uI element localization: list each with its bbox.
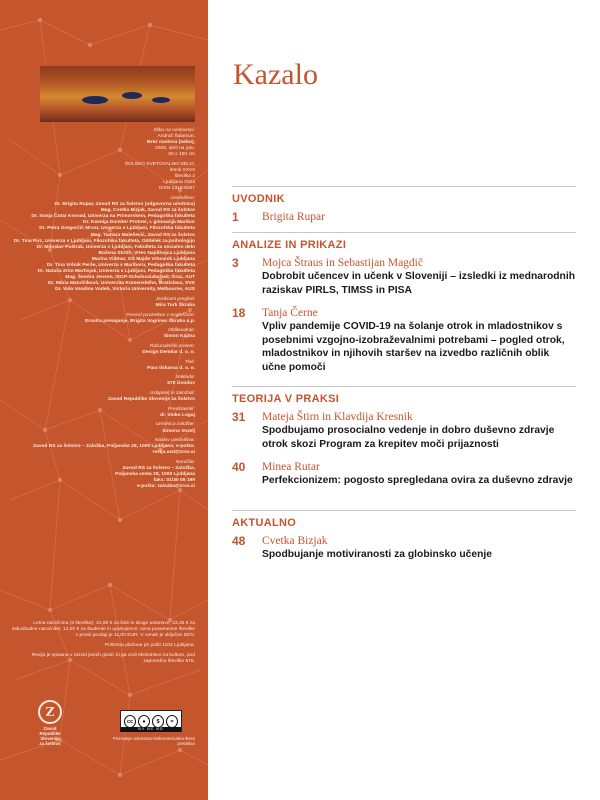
logo-text-line: Zavod — [43, 726, 57, 731]
editor-line: Dr. Sonja Čotar Konrad, Univerza na Primorskem, Pedagoška fakulteta — [31, 214, 195, 220]
publishing-editor-value: Simona Vozelj — [162, 428, 195, 434]
cc-nd-icon: = — [166, 715, 178, 728]
editor-line: Mag. Šeodra Jensen, ISOP-Schulsozialarbeit, Graz, AUT — [65, 275, 195, 281]
toc-entry[interactable] — [232, 210, 576, 224]
page-number: 31 — [232, 410, 246, 424]
page-number: 48 — [232, 534, 246, 548]
cc-by-icon: ● — [138, 715, 150, 728]
registry-text: Revija je vpisana v razvid javnih glasil, ki ga vodi Ministrstvo za kulturo, pod zaporedno številko 576. — [31, 653, 195, 665]
toc-section-aktualno — [232, 510, 576, 562]
cover-work: Brez naslova (nebo), — [147, 140, 195, 146]
cc-license-badge — [120, 710, 182, 732]
page-number: 40 — [232, 460, 246, 474]
toc-entry[interactable] — [232, 256, 576, 297]
entry-title: Spodbujamo prosocialno vedenje in dobro duševno zdravje otrok skozi Program za krepitev moči prijaznosti — [262, 425, 555, 450]
entry-author: Cvetka Bizjak — [262, 535, 328, 547]
toc-section-uvodnik — [232, 186, 576, 224]
entry-author: Tanja Černe — [262, 307, 318, 319]
journal-issue: številka 2 — [174, 174, 195, 180]
address-heading: Naslov uredništva: — [154, 438, 195, 444]
section-heading: TEORIJA V PRAKSI — [232, 386, 576, 406]
orders-line: Poljanska cesta 28, 1000 Ljubljana — [115, 472, 195, 478]
print-value: Para tiskarna d. o. o. — [147, 365, 195, 371]
price-info — [8, 621, 195, 670]
address-value: Zavod RS za šolstvo – Založba, Poljanska 28, 1000 Ljubljana; e-pošta: revija.ssd@zrss.si — [33, 444, 195, 456]
page-number: 3 — [232, 256, 239, 270]
editor-line: Dr. Brigita Rupar, Zavod RS za šolstvo (odgovorna urednica) — [54, 202, 195, 208]
publishing-editor-heading: Urednica založbe: — [155, 422, 195, 428]
zrss-logo-icon: Z — [38, 700, 62, 724]
layout-value: Design Demšar d. o. o. — [142, 350, 195, 356]
cc-by-label: BY — [138, 727, 146, 731]
editor-line: Dr. Tina Pirc, Univerza v Ljubljani, Filozofska fakulteta, Oddelek za psihologijo — [13, 238, 195, 244]
editor-line: Dr. Tina Vršnik Perše, Univerza v Mariboru, Pedagoška fakulteta — [46, 262, 195, 268]
editor-line: Dr. Mária Matulčíková, Univerzita Komenského, Bratislava, SVK — [47, 281, 195, 287]
cc-icon: cc — [124, 715, 136, 728]
publisher-value: Zavod Republike Slovenije za šolstvo — [108, 397, 195, 403]
print-heading: Tisk: — [184, 359, 195, 365]
president-value: dr. Vinko Logaj — [160, 412, 195, 418]
entry-title: Vpliv pandemije COVID-19 na šolanje otrok in mladostnikov s posebnimi vzgojno-izobraževalnimi potrebami – pogled otrok, mladostnikov in njihovih staršev na izvedbo različnih oblik učne pomoči — [262, 321, 565, 373]
editor-line: Božena Stritih, Vrtec Najdihojca Ljubljana — [98, 250, 195, 256]
editor-line: Mag. Cvetka Bizjak, Zavod RS za šolstvo — [100, 208, 195, 214]
design-heading: Oblikovanje: — [168, 328, 195, 334]
entry-author: Mojca Štraus in Sebastijan Magdič — [262, 257, 423, 269]
entry-title: Perfekcionizem: pogosto spregledana ovira za duševno zdravje — [262, 475, 573, 486]
toc-entry[interactable] — [232, 410, 576, 451]
cc-nd-label: ND — [156, 727, 164, 731]
journal-issn: ISSN 1318-8267 — [158, 186, 195, 192]
journal-volume: letnik XXVII — [169, 168, 195, 174]
editor-line: Dr. Ksenija Domiter Protner, I. gimnazija Maribor — [83, 220, 195, 226]
orders-line: Zavod RS za šolstvo – Založba, — [122, 466, 195, 471]
journal-name: ŠOLSKO SVETOVALNO DELO, — [124, 161, 195, 167]
editor-line: Mag. Tamara Malešević, Zavod RS za šolstvo — [90, 232, 195, 238]
run-value: 570 izvodov — [167, 381, 195, 387]
editors-heading: Uredništvo: — [170, 195, 195, 201]
entry-title: Dobrobit učencev in učenk v Sloveniji – izsledki iz mednarodnih raziskav PIRLS, TIMSS in PISA — [262, 271, 575, 296]
zrss-logo — [30, 700, 70, 746]
toc-entry[interactable] — [232, 306, 576, 374]
language-heading: Jezikovni pregled: — [155, 296, 195, 302]
cover-size: 60 x 150 cm — [168, 152, 195, 158]
design-value: Simon Kajtna — [163, 334, 195, 340]
cover-artist: Andraž Šalamun, — [157, 134, 195, 140]
section-heading: UVODNIK — [232, 186, 576, 206]
toc-entry[interactable] — [232, 534, 576, 562]
logo-text-line: za šolstvo — [39, 741, 61, 746]
entry-author: Brigita Rupar — [262, 211, 325, 223]
entry-author: Minea Rutar — [262, 461, 320, 473]
entry-author: Mateja Štirn in Klavdija Kresnik — [262, 411, 413, 423]
editor-line: Dr. Vida Vondina Vodeb, Victoria University, Melbourne, AUS — [55, 287, 195, 293]
sidebar — [0, 0, 208, 800]
page-number: 1 — [232, 210, 239, 224]
cover-medium: 2008, akril na juto, — [155, 146, 195, 152]
toc-section-teorija — [232, 386, 576, 488]
license-text: Priznanje avtorstva-Nekomercialno-Brez predelav — [112, 736, 195, 746]
page-number: 18 — [232, 306, 246, 320]
subscription-text: Letna naročnina (3 številke): 31,00 € za šole in druge ustanove; 23,25 € za individualne naročnike; 12,00 € za študente in upokojence; cena posamezne številke v prosti prodaji je 11,00 EUR. V cenah je vključen DDV. — [11, 621, 195, 639]
editor-line: Dr. Miloslav Poštrak, Univerza v Ljubljani, Fakulteta za socialno delo — [36, 244, 195, 250]
cover-heading: Slika na naslovnici: — [153, 128, 195, 133]
editor-line: Dr. Nataša Zrim Martinjak, Univerza v Ljubljani, Pedagoška fakulteta — [37, 269, 195, 275]
page-title: Kazalo — [233, 58, 318, 91]
orders-line: e-pošta: zalozba@zrss.si — [136, 484, 195, 490]
cc-nc-icon: $ — [152, 715, 164, 728]
toc-section-analize — [232, 232, 576, 374]
orders-heading: Naročila: — [175, 459, 195, 465]
editor-line: Marina Vidmar, OŠ Majde Vrhovnik Ljubljana — [91, 256, 195, 262]
journal-date: Ljubljana 2023 — [163, 180, 195, 186]
entry-title: Spodbujanje motiviranosti za globinsko učenje — [262, 549, 492, 560]
cover-painting — [40, 66, 195, 122]
section-heading: AKTUALNO — [232, 510, 576, 530]
cc-nc-label: NC — [147, 727, 155, 731]
orders-line: faks: 01/30 05 199 — [153, 478, 195, 484]
language-value: Mira Turk Škraba — [155, 303, 195, 309]
toc-entry[interactable] — [232, 460, 576, 488]
editor-line: Dr. Petra Gregorčič Mrvar, Univerza v Ljubljani, Filozofska fakulteta — [39, 226, 195, 232]
imprint-cover — [0, 128, 195, 494]
translation-heading: Prevod povzetkov v angleščino: — [126, 312, 195, 318]
layout-heading: Računalniški prelom: — [149, 344, 195, 349]
president-heading: Predstavnik: — [168, 406, 195, 412]
logo-text-line: Slovenije — [40, 736, 60, 741]
publisher-heading: Izdajatelj in založnik: — [150, 391, 195, 397]
section-heading: ANALIZE IN PRIKAZI — [232, 232, 576, 252]
run-heading: Naklada: — [175, 375, 195, 381]
translation-value: Ersatra prevajanje, Brigita Vogrinec Škraba s.p. — [85, 318, 195, 324]
postage-text: Poštnina plačana pri pošti 1102 Ljubljana. — [104, 643, 195, 649]
logo-text-line: Republike — [39, 731, 61, 736]
